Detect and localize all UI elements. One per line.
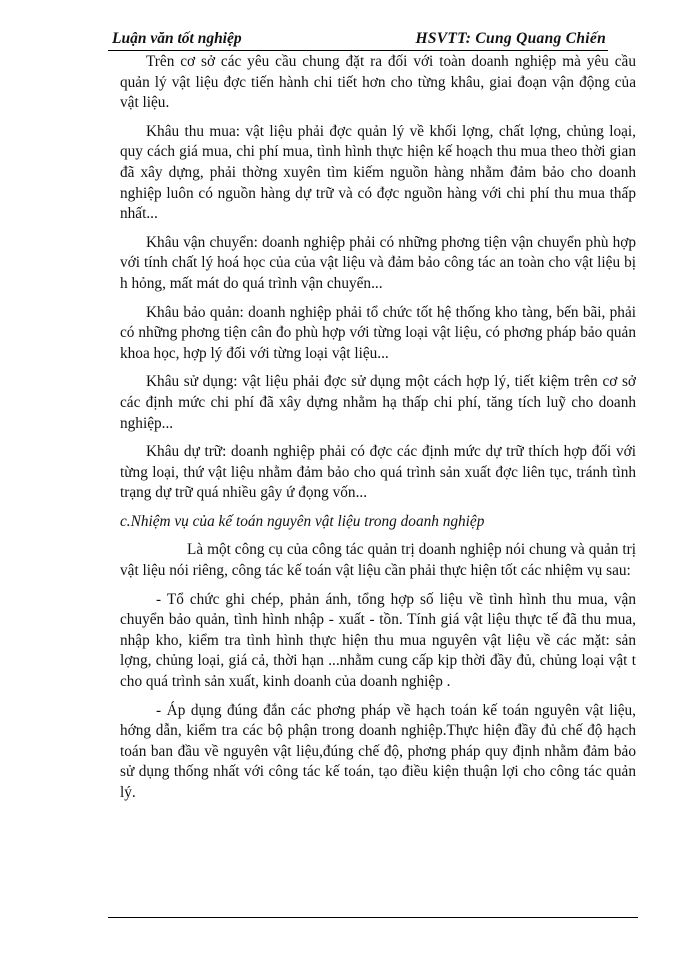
paragraph-8: - Tổ chức ghi chép, phản ánh, tổng hợp số liệu về tình hình thu mua, vận chuyển bảo quản, tình hình nhập - xuất - tồn. Tính giá vật liệu thực tế đã thu mua, nhập kho, kiểm tra tình hình thực hiện thu mua nguyên vật liệu về các mặt: sản lợng, chủng loại, giá cả, thời hạn ...nhằm cung cấp kịp thời đầy đủ, chủng loại vật t cho quá trình sản xuất, kinh doanh của doanh nghiệp . — [120, 590, 636, 691]
footer-rule — [108, 917, 638, 918]
paragraph-5: Khâu sử dụng: vật liệu phải đợc sử dụng một cách hợp lý, tiết kiệm trên cơ sở các định mức chi phí đã xây dựng nhằm hạ thấp chi phí, tăng tích luỹ cho doanh nghiệp... — [120, 373, 636, 432]
paragraph-2: Khâu thu mua: vật liệu phải đợc quản lý về khối lợng, chất lợng, chủng loại, quy cách giá mua, chi phí mua, tình hình thực hiện kế hoạch thu mua theo thời gian đã xây dựng, phải thờng xuyên tìm kiếm nguồn hàng nhằm đảm bảo cho doanh nghiệp luôn có nguồn hàng dự trữ và có đợc nguồn hàng với chi phí thu mua thấp nhất... — [120, 122, 636, 223]
section-heading: c.Nhiệm vụ của kế toán nguyên vật liệu trong doanh nghiệp — [120, 512, 485, 530]
paragraph-4: Khâu bảo quản: doanh nghiệp phải tổ chức tốt hệ thống kho tàng, bến bãi, phải có những phơng tiện cân đo phù hợp với từng loại vật liệu, có phơng pháp bảo quản khoa học, hợp lý đối với từng loại vật liệu... — [120, 303, 636, 362]
paragraph-3: Khâu vận chuyển: doanh nghiệp phải có những phơng tiện vận chuyển phù hợp với tính chất lý hoá học của của vật liệu và đảm bảo công tác an toàn cho vật liệu bị h hỏng, mất mát do quá trình vận chuyển... — [120, 233, 636, 292]
page-header — [108, 30, 608, 51]
header-right-text: HSVTT: Cung Quang Chiến — [415, 30, 606, 47]
document-body — [120, 52, 636, 812]
paragraph-7: Là một công cụ của công tác quản trị doanh nghiệp nói chung và quản trị vật liệu nói riêng, công tác kế toán vật liệu cần phải thực hiện tốt các nhiệm vụ sau: — [120, 541, 636, 580]
paragraph-6: Khâu dự trữ: doanh nghiệp phải có đợc các định mức dự trữ thích hợp đối với từng loại, thứ vật liệu nhằm đảm bảo cho quá trình sản xuất đợc liên tục, tránh tình trạng dự trữ quá nhiều gây ứ đọng vốn... — [120, 443, 636, 502]
paragraph-9: - Áp dụng đúng đắn các phơng pháp về hạch toán kế toán nguyên vật liệu, hớng dẫn, kiểm tra các bộ phận trong doanh nghiệp.Thực hiện đầy đủ chế độ hạch toán ban đầu về nguyên vật liệu,đúng chế độ, phơng pháp quy định nhằm đảm bảo sử dụng thống nhất với công tác kế toán, tạo điều kiện thuận lợi cho công tác quản lý. — [120, 701, 636, 801]
paragraph-1: Trên cơ sở các yêu cầu chung đặt ra đối với toàn doanh nghiệp mà yêu cầu quản lý vật liệu đợc tiến hành chi tiết hơn cho từng khâu, giai đoạn vận động của vật liệu. — [120, 53, 636, 112]
header-left-text: Luận văn tốt nghiệp — [112, 30, 242, 47]
